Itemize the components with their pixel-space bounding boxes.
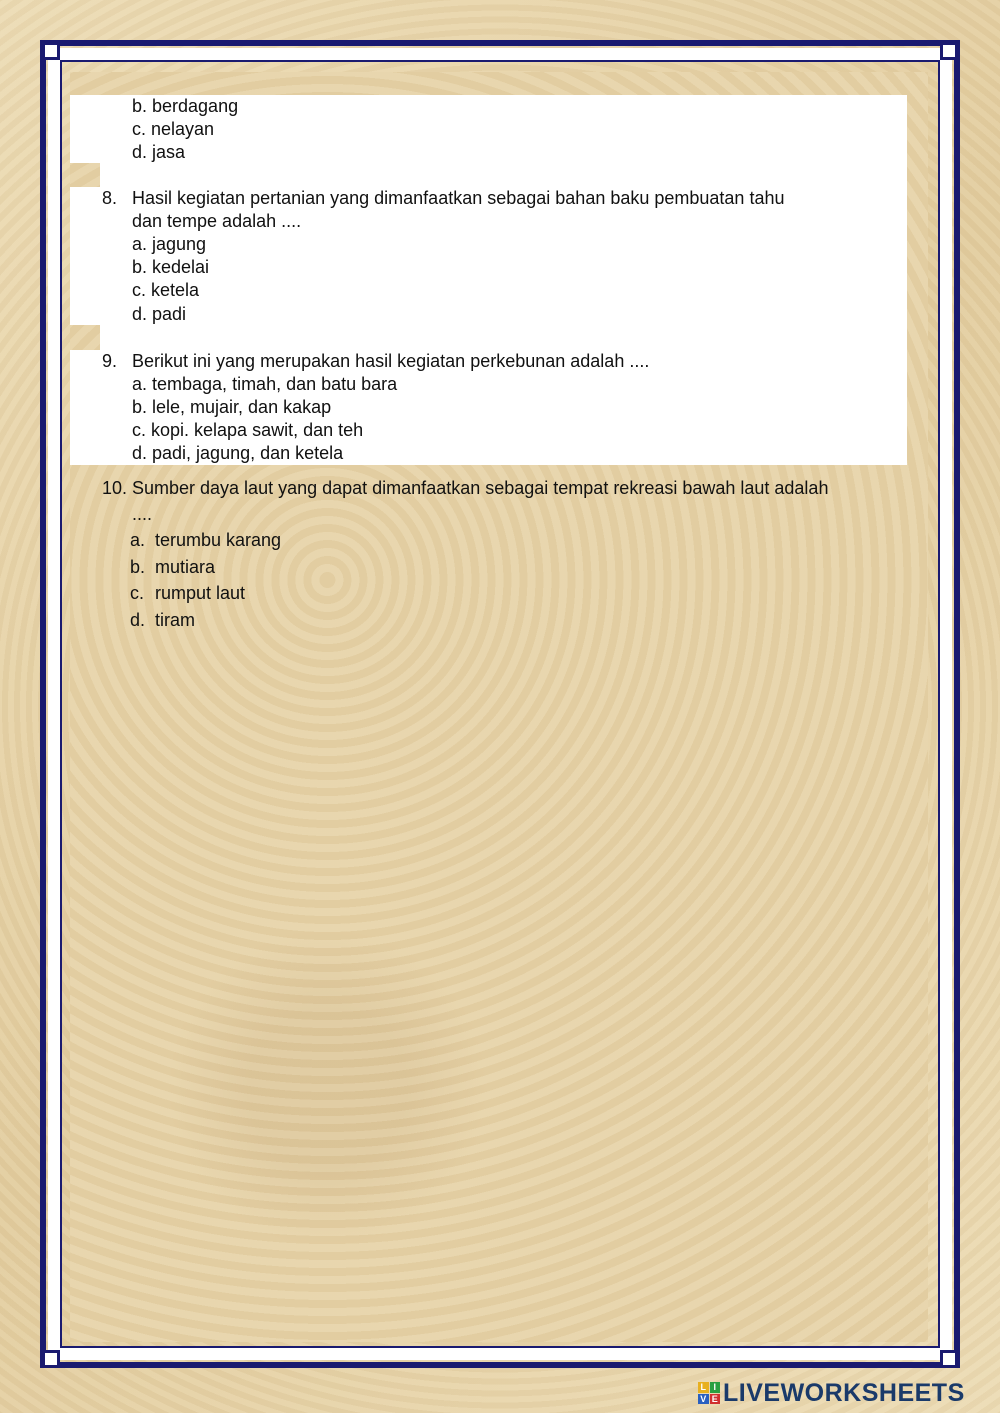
option-b xyxy=(130,557,215,578)
option-c: c. ketela xyxy=(132,280,200,300)
option-a: a. tembaga, timah, dan batu bara xyxy=(132,374,398,394)
option-b: b. berdagang xyxy=(132,96,239,116)
panel-tab xyxy=(70,187,100,325)
panel-tab xyxy=(70,95,100,163)
option-d: d. jasa xyxy=(132,142,186,162)
frame-corner-top-left xyxy=(42,42,60,60)
liveworksheets-logo-text: LIVEWORKSHEETS xyxy=(723,1378,965,1407)
panel-tab xyxy=(70,350,100,465)
option-text: mutiara xyxy=(155,557,216,577)
question-text-line: Hasil kegiatan pertanian yang dimanfaatkan sebagai bahan baku pembuatan tahu xyxy=(132,188,785,208)
option-c xyxy=(130,583,245,604)
option-letter: c. xyxy=(130,583,145,603)
liveworksheets-logo xyxy=(698,1378,965,1408)
option-a: a. jagung xyxy=(132,234,207,254)
option-text: rumput laut xyxy=(155,583,246,603)
option-letter: d. xyxy=(130,610,146,630)
option-c: c. kopi. kelapa sawit, dan teh xyxy=(132,420,364,440)
option-b: b. kedelai xyxy=(132,257,210,277)
frame-corner-bottom-right xyxy=(940,1350,958,1368)
option-text: tiram xyxy=(155,610,195,630)
option-d: d. padi xyxy=(132,304,187,324)
question-number: 9. xyxy=(102,351,118,371)
option-d: d. padi, jagung, dan ketela xyxy=(132,443,344,463)
option-text: terumbu karang xyxy=(155,530,282,550)
option-c: c. nelayan xyxy=(132,119,215,139)
option-b: b. lele, mujair, dan kakap xyxy=(132,397,332,417)
question-text-line: Berikut ini yang merupakan hasil kegiatan perkebunan adalah .... xyxy=(132,351,650,371)
option-a xyxy=(130,530,281,551)
question-number: 10. xyxy=(102,478,128,498)
question-text-line: Sumber daya laut yang dapat dimanfaatkan sebagai tempat rekreasi bawah laut adalah xyxy=(132,478,829,498)
frame-corner-top-right xyxy=(940,42,958,60)
question-text-line: .... xyxy=(132,504,153,524)
liveworksheets-logo-icon: L I V E xyxy=(698,1382,720,1404)
option-letter: b. xyxy=(130,557,146,577)
frame-corner-bottom-left xyxy=(42,1350,60,1368)
option-letter: a. xyxy=(130,530,146,550)
question-number: 8. xyxy=(102,188,118,208)
option-d xyxy=(130,610,195,631)
question-text-line: dan tempe adalah .... xyxy=(132,211,302,231)
